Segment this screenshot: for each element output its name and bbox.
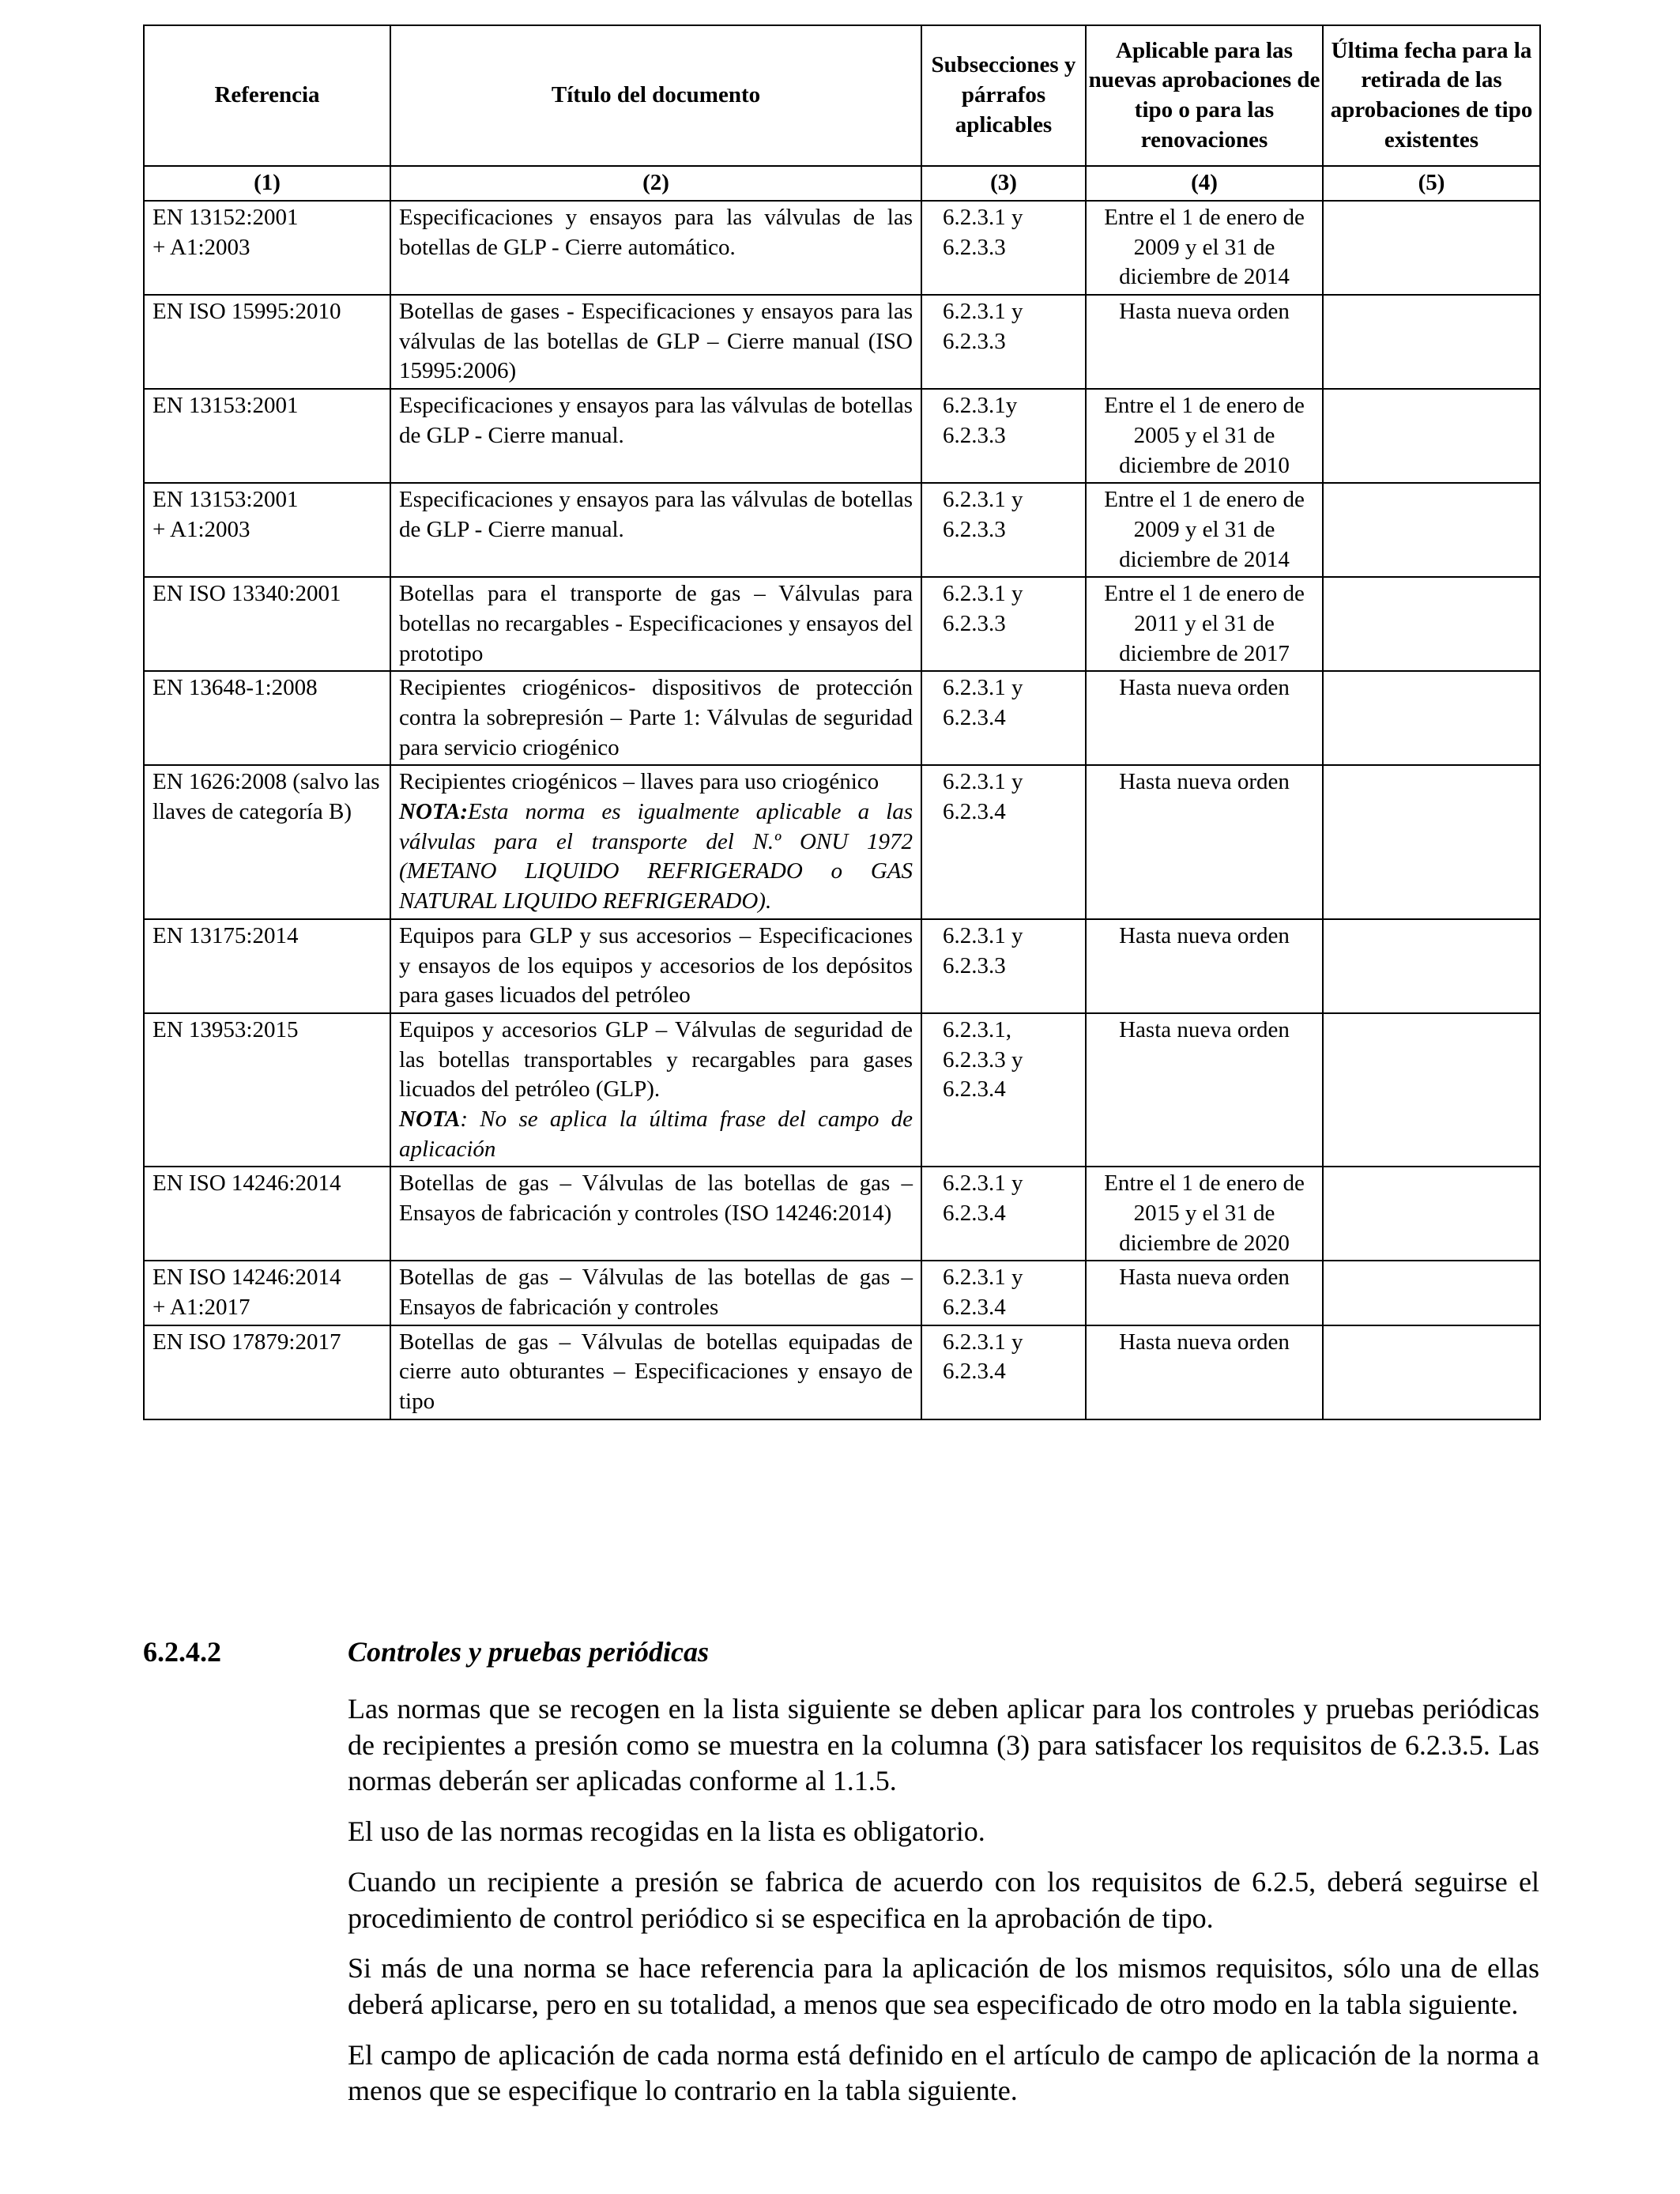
cell-applicable: Hasta nueva orden: [1086, 919, 1323, 1013]
cell-applicable: Entre el 1 de enero de 2015 y el 31 de diciembre de 2020: [1086, 1167, 1323, 1261]
note-label: NOTA: [399, 1106, 461, 1132]
cell-withdrawal: [1323, 671, 1540, 765]
cell-applicable: Hasta nueva orden: [1086, 671, 1323, 765]
table-row: [144, 919, 1540, 1013]
table-row: [144, 1261, 1540, 1325]
cell-subsections: 6.2.3.1 y 6.2.3.4: [921, 1325, 1086, 1419]
document-title-text: Recipientes criogénicos- dispositivos de protección contra la sobrepresión – Parte 1: Válvulas de seguridad para servicio criogénico: [399, 675, 913, 760]
cell-reference: EN 1626:2008 (salvo las llaves de categoría B): [144, 765, 390, 918]
note-label: NOTA:: [399, 799, 468, 825]
cell-withdrawal: [1323, 1325, 1540, 1419]
standards-table: [143, 25, 1541, 1420]
column-number: (2): [390, 166, 921, 201]
note-text: [399, 797, 913, 917]
column-number: (5): [1323, 166, 1540, 201]
table-row: [144, 1325, 1540, 1419]
cell-title: [390, 1013, 921, 1167]
cell-title: [390, 671, 921, 765]
cell-applicable: Hasta nueva orden: [1086, 1013, 1323, 1167]
section-paragraph: El uso de las normas recogidas en la lista es obligatorio.: [348, 1815, 985, 1848]
document-title-text: Botellas de gas – Válvulas de las botellas de gas – Ensayos de fabricación y controles: [399, 1265, 913, 1321]
cell-subsections: 6.2.3.1 y 6.2.3.3: [921, 201, 1086, 295]
note-body: Esta norma es igualmente aplicable a las válvulas para el transporte del N.º ONU 1972 (METANO LIQUIDO REFRIGERADO o GAS NATURAL LIQUIDO REFRIGERADO).: [399, 799, 913, 914]
cell-reference: EN 13648-1:2008: [144, 671, 390, 765]
table-row: [144, 295, 1540, 389]
cell-subsections: 6.2.3.1 y 6.2.3.3: [921, 919, 1086, 1013]
cell-subsections: 6.2.3.1 y 6.2.3.4: [921, 1167, 1086, 1261]
cell-reference: EN ISO 15995:2010: [144, 295, 390, 389]
cell-reference: EN 13153:2001 + A1:2003: [144, 483, 390, 577]
column-number: (3): [921, 166, 1086, 201]
document-title-text: Especificaciones y ensayos para las válvulas de las botellas de GLP - Cierre automático.: [399, 205, 913, 260]
section-body: [348, 1691, 1539, 2124]
cell-applicable: Hasta nueva orden: [1086, 295, 1323, 389]
cell-subsections: 6.2.3.1 y 6.2.3.4: [921, 1261, 1086, 1325]
cell-reference: EN 13152:2001 + A1:2003: [144, 201, 390, 295]
column-header-reference: Referencia: [144, 25, 390, 166]
cell-title: [390, 295, 921, 389]
table-row: [144, 389, 1540, 483]
cell-title: [390, 1325, 921, 1419]
table-column-number-row: [144, 166, 1540, 201]
column-number: (1): [144, 166, 390, 201]
cell-subsections: 6.2.3.1 y 6.2.3.3: [921, 577, 1086, 671]
cell-reference: EN 13153:2001: [144, 389, 390, 483]
document-title-text: Especificaciones y ensayos para las válvulas de botellas de GLP - Cierre manual.: [399, 393, 913, 448]
section-number: 6.2.4.2: [143, 1636, 221, 1668]
cell-reference: EN 13175:2014: [144, 919, 390, 1013]
cell-applicable: Entre el 1 de enero de 2009 y el 31 de diciembre de 2014: [1086, 483, 1323, 577]
cell-withdrawal: [1323, 1013, 1540, 1167]
section-paragraph: Si más de una norma se hace referencia para la aplicación de los mismos requisitos, sólo una de ellas deberá aplicarse, pero en su totalidad, a menos que sea especificado de otro modo en la tabla siguiente.: [348, 1952, 1539, 2021]
document-title-text: Botellas para el transporte de gas – Válvulas para botellas no recargables - Especificaciones y ensayos del prototipo: [399, 581, 913, 666]
cell-subsections: 6.2.3.1, 6.2.3.3 y 6.2.3.4: [921, 1013, 1086, 1167]
table-row: [144, 577, 1540, 671]
standards-table-container: [143, 25, 1539, 1420]
cell-title: [390, 577, 921, 671]
cell-applicable: Hasta nueva orden: [1086, 765, 1323, 918]
column-number: (4): [1086, 166, 1323, 201]
cell-reference: EN ISO 17879:2017: [144, 1325, 390, 1419]
cell-withdrawal: [1323, 1261, 1540, 1325]
cell-withdrawal: [1323, 577, 1540, 671]
section-paragraph: Cuando un recipiente a presión se fabrica de acuerdo con los requisitos de 6.2.5, deberá seguirse el procedimiento de control periódico si se especifica en la aprobación de tipo.: [348, 1865, 1539, 1934]
cell-subsections: 6.2.3.1 y 6.2.3.4: [921, 765, 1086, 918]
document-title-text: Botellas de gases - Especificaciones y ensayos para las válvulas de las botellas de GLP – Cierre manual (ISO 15995:2006): [399, 299, 913, 384]
table-body: [144, 201, 1540, 1419]
document-title-text: Botellas de gas – Válvulas de las botellas de gas – Ensayos de fabricación y controles (ISO 14246:2014): [399, 1171, 913, 1226]
note-text: [399, 1105, 913, 1164]
section-paragraph: Las normas que se recogen en la lista siguiente se deben aplicar para los controles y pruebas periódicas de recipientes a presión como se muestra en la columna (3) para satisfacer los requisitos de 6.2.3.5. Las normas deberán ser aplicadas conforme al 1.1.5.: [348, 1693, 1539, 1797]
cell-title: [390, 1261, 921, 1325]
cell-applicable: Hasta nueva orden: [1086, 1261, 1323, 1325]
cell-withdrawal: [1323, 919, 1540, 1013]
cell-applicable: Hasta nueva orden: [1086, 1325, 1323, 1419]
table-row: [144, 765, 1540, 918]
column-header-applicable: Aplicable para las nuevas aprobaciones de tipo o para las renovaciones: [1086, 25, 1323, 166]
document-title-text: Equipos para GLP y sus accesorios – Especificaciones y ensayos de los equipos y accesorios de los depósitos para gases licuados del petróleo: [399, 922, 913, 1008]
section-paragraph: El campo de aplicación de cada norma está definido en el artículo de campo de aplicación de la norma a menos que se especifique lo contrario en la tabla siguiente.: [348, 2038, 1539, 2107]
cell-reference: EN ISO 13340:2001: [144, 577, 390, 671]
table-row: [144, 671, 1540, 765]
table-row: [144, 483, 1540, 577]
cell-title: [390, 919, 921, 1013]
column-header-title: Título del documento: [390, 25, 921, 166]
cell-title: [390, 765, 921, 918]
cell-withdrawal: [1323, 295, 1540, 389]
table-header-row: [144, 25, 1540, 166]
cell-title: [390, 389, 921, 483]
cell-withdrawal: [1323, 765, 1540, 918]
cell-applicable: Entre el 1 de enero de 2005 y el 31 de diciembre de 2010: [1086, 389, 1323, 483]
cell-reference: EN ISO 14246:2014: [144, 1167, 390, 1261]
cell-withdrawal: [1323, 201, 1540, 295]
cell-withdrawal: [1323, 389, 1540, 483]
cell-withdrawal: [1323, 1167, 1540, 1261]
document-title-text: Botellas de gas – Válvulas de botellas equipadas de cierre auto obturantes – Especificaciones y ensayo de tipo: [399, 1329, 913, 1415]
cell-subsections: 6.2.3.1 y 6.2.3.4: [921, 671, 1086, 765]
cell-applicable: Entre el 1 de enero de 2011 y el 31 de diciembre de 2017: [1086, 577, 1323, 671]
cell-reference: EN ISO 14246:2014 + A1:2017: [144, 1261, 390, 1325]
document-title-text: Equipos y accesorios GLP – Válvulas de seguridad de las botellas transportables y recargables para gases licuados del petróleo (GLP).: [399, 1016, 913, 1103]
document-title-text: Recipientes criogénicos – llaves para uso criogénico: [399, 769, 880, 795]
cell-title: [390, 201, 921, 295]
cell-subsections: 6.2.3.1y 6.2.3.3: [921, 389, 1086, 483]
document-title-text: Especificaciones y ensayos para las válvulas de botellas de GLP - Cierre manual.: [399, 487, 913, 542]
note-body: : No se aplica la última frase del campo de aplicación: [399, 1106, 913, 1162]
cell-applicable: Entre el 1 de enero de 2009 y el 31 de diciembre de 2014: [1086, 201, 1323, 295]
cell-subsections: 6.2.3.1 y 6.2.3.3: [921, 483, 1086, 577]
cell-title: [390, 1167, 921, 1261]
column-header-withdrawal: Última fecha para la retirada de las aprobaciones de tipo existentes: [1323, 25, 1540, 166]
column-header-subsections: Subsecciones y párrafos aplicables: [921, 25, 1086, 166]
cell-withdrawal: [1323, 483, 1540, 577]
table-row: [144, 1013, 1540, 1167]
cell-reference: EN 13953:2015: [144, 1013, 390, 1167]
cell-subsections: 6.2.3.1 y 6.2.3.3: [921, 295, 1086, 389]
section-title: Controles y pruebas periódicas: [348, 1636, 710, 1668]
table-row: [144, 201, 1540, 295]
cell-title: [390, 483, 921, 577]
table-row: [144, 1167, 1540, 1261]
